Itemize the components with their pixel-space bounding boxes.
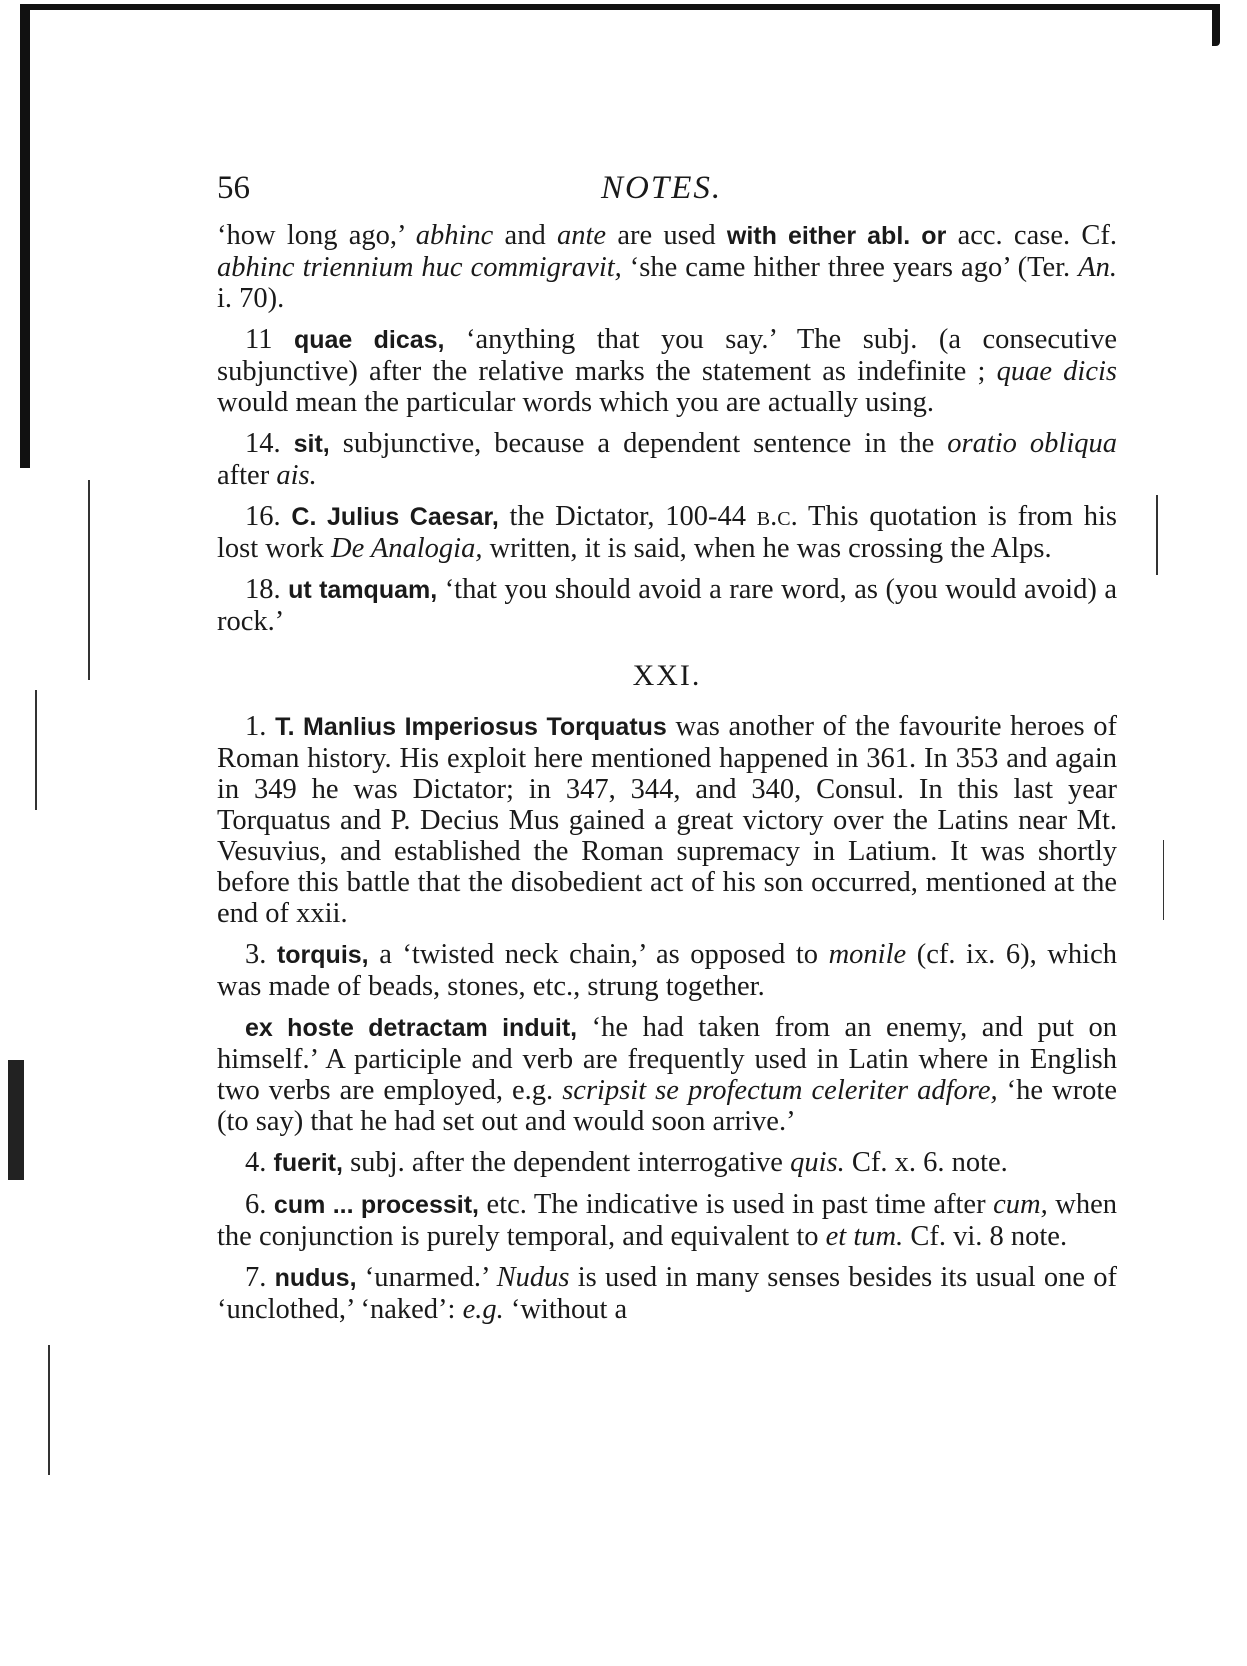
- italic-text: quis.: [790, 1147, 845, 1178]
- notes-top: [217, 220, 1117, 637]
- italic-text: scripsit se profectum celeriter adfore,: [562, 1075, 998, 1106]
- italic-text: monile: [828, 939, 907, 970]
- note-paragraph: [217, 501, 1117, 564]
- text-run: i. 70).: [217, 283, 285, 314]
- text-run: when the conjunction is purely temporal, and equivalent to: [217, 1189, 1117, 1252]
- scan-border-top: [20, 4, 1220, 10]
- text-run: acc. case. Cf.: [946, 220, 1117, 251]
- text-run: was another of the favourite heroes of Roman history. His exploit here mentioned happened in 361. In 353 and again in 349 he was Dictator; in 347, 344, and 340, Consul. In this last year Torquatus and P. Decius Mus gained a great victory over the Latins near Mt. Vesuvius, and established the Roman supremacy in Latium. It was shortly before this battle that the disobedient act of his son occurred, mentioned at the end of xxii.: [217, 711, 1117, 929]
- text-run: 3.: [245, 939, 277, 970]
- italic-text: Nudus: [496, 1262, 570, 1293]
- text-run: the Dictator, 100-44: [498, 501, 757, 532]
- notes-bottom: [217, 711, 1117, 1325]
- text-run: (cf. ix. 6), which was made of beads, stones, etc., strung together.: [217, 939, 1117, 1002]
- text-run: a ‘twisted neck chain,’ as opposed to: [368, 939, 829, 970]
- text-run: would mean the particular words which you are actually using.: [217, 387, 935, 418]
- scan-edge-artifact: [8, 1060, 24, 1180]
- text-run: Cf. vi. 8 note.: [903, 1221, 1068, 1252]
- scan-border-left: [20, 8, 30, 468]
- page: [217, 160, 1117, 1335]
- italic-text: e.g.: [462, 1294, 504, 1325]
- lemma-text: ut tamquam,: [288, 576, 438, 604]
- lemma-text: sit,: [293, 430, 330, 458]
- text-run: 1.: [245, 711, 276, 742]
- note-paragraph: [217, 1189, 1117, 1252]
- text-run: 11: [245, 324, 294, 355]
- italic-text: et tum.: [825, 1221, 904, 1252]
- text-run: written, it is said, when he was crossing the Alps.: [482, 533, 1052, 564]
- text-run: ‘unarmed.’: [356, 1262, 497, 1293]
- italic-text: An.: [1078, 252, 1117, 283]
- section-heading: XXI.: [632, 659, 702, 692]
- text-run: and: [493, 220, 557, 251]
- lemma-text: quae dicas,: [293, 326, 445, 354]
- lemma-text: with either abl. or: [726, 222, 947, 250]
- text-run: 4.: [245, 1147, 274, 1178]
- note-paragraph: [217, 220, 1117, 314]
- text-run: subj. after the dependent interrogative: [342, 1147, 791, 1178]
- note-paragraph: [217, 428, 1117, 491]
- page-number: 56: [217, 170, 250, 206]
- note-paragraph: [217, 1147, 1117, 1179]
- text-run: subjunctive, because a dependent sentence in the: [329, 428, 948, 459]
- text-run: ‘he wrote (to say) that he had set out and would soon arrive.’: [217, 1075, 1117, 1137]
- text-run: Cf. x. 6. note.: [844, 1147, 1008, 1178]
- lemma-text: T. Manlius Imperiosus Torquatus: [275, 713, 667, 741]
- lemma-text: ex hoste detractam induit,: [245, 1014, 578, 1042]
- scan-tick-mark: [35, 690, 37, 810]
- text-run: 7.: [245, 1262, 275, 1293]
- text-run: ‘without a: [503, 1294, 628, 1325]
- italic-text: quae dicis: [996, 356, 1117, 387]
- text-run: 16.: [245, 501, 292, 532]
- text-run: 18.: [245, 574, 289, 605]
- lemma-text: C. Julius Caesar,: [291, 503, 499, 531]
- lemma-text: cum ... processit,: [273, 1191, 479, 1219]
- running-title: NOTES.: [601, 170, 723, 206]
- note-paragraph: [217, 324, 1117, 418]
- scan-tick-mark: [1163, 840, 1164, 920]
- note-paragraph: [217, 1262, 1117, 1325]
- text-run: after: [217, 460, 277, 491]
- lemma-text: torquis,: [276, 941, 369, 969]
- scan-tick-mark: [88, 480, 90, 680]
- note-paragraph: [217, 711, 1117, 929]
- italic-text: ante: [556, 220, 607, 251]
- italic-text: abhinc: [415, 220, 494, 251]
- text-run: ‘he had taken from an enemy, and put on himself.’ A participle and verb are frequently used in Latin where in English two verbs are employed, e.g.: [217, 1012, 1117, 1106]
- text-run: ‘that you should avoid a rare word, as (you would avoid) a rock.’: [217, 574, 1118, 637]
- scan-tick-mark: [48, 1345, 50, 1475]
- page-header: [217, 160, 1117, 220]
- text-run: are used: [606, 220, 727, 251]
- scan-border-right: [1212, 6, 1220, 46]
- lemma-text: fuerit,: [273, 1149, 343, 1177]
- text-run: 14.: [245, 428, 294, 459]
- small-caps-text: b.c.: [756, 501, 798, 532]
- italic-text: cum,: [993, 1189, 1048, 1220]
- scan-tick-mark: [1156, 495, 1158, 575]
- note-paragraph: [217, 574, 1117, 637]
- note-paragraph: [217, 939, 1117, 1002]
- text-run: This quotation is from his lost work: [217, 501, 1118, 564]
- italic-text: De Analogia,: [331, 533, 483, 564]
- lemma-text: nudus,: [274, 1264, 357, 1292]
- text-run: is used in many senses besides its usual one of ‘unclothed,’ ‘naked’:: [217, 1262, 1118, 1325]
- italic-text: ais.: [276, 460, 317, 491]
- text-run: etc. The indicative is used in past time after: [479, 1189, 994, 1220]
- text-run: ‘she came hither three years ago’ (Ter.: [621, 252, 1079, 283]
- text-run: ‘how long ago,’: [217, 220, 416, 251]
- text-run: ‘anything that you say.’ The subj. (a consecutive subjunctive) after the relative marks the statement as indefinite ;: [217, 324, 1118, 387]
- italic-text: oratio obliqua: [947, 428, 1118, 459]
- text-run: 6.: [245, 1189, 274, 1220]
- italic-text: abhinc triennium huc commigravit,: [217, 252, 622, 283]
- note-paragraph: [217, 1012, 1117, 1137]
